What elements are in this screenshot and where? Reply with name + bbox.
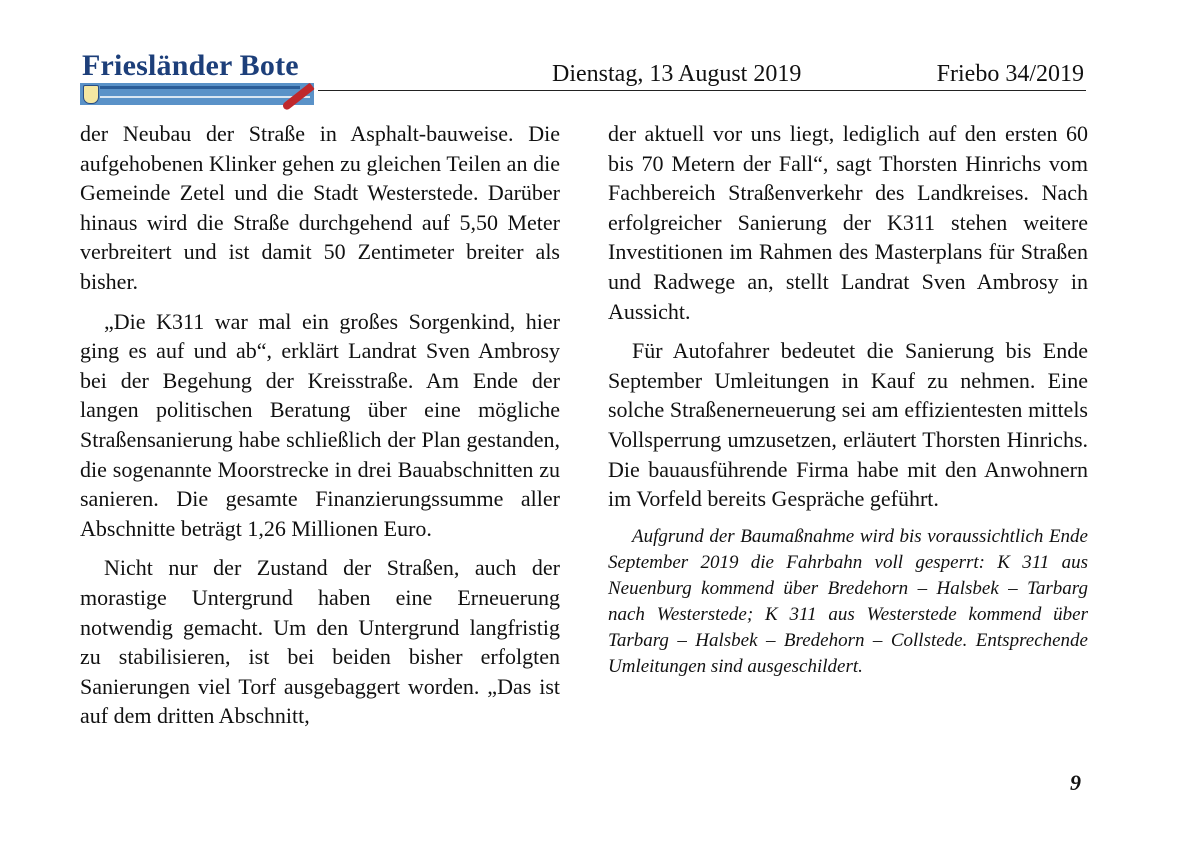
- paragraph: „Die K311 war mal ein großes Sorgenkind, hier ging es auf und ab“, erklärt Landrat Sven Ambrosy bei der Begehung der Kreisstraße. Am Ende der langen politischen Beratung über eine mögliche Straßensanierung habe schließlich der Plan gestanden, die sogenannte Moorstrecke in drei Bauabschnitten zu sanieren. Die gesamte Finanzierungssumme aller Abschnitte beträgt 1,26 Millionen Euro.: [80, 308, 560, 541]
- right-column: [608, 119, 1088, 690]
- paragraph: Nicht nur der Zustand der Straßen, auch der morastige Untergrund haben eine Erneuerung notwendig gemacht. Um den Untergrund langfristig zu stabilisieren, ist bei beiden bisher erfolgten Sanierungen viel Torf ausgebaggert worden. „Das ist auf dem dritten Abschnitt,: [80, 555, 560, 729]
- road-closure-note: Aufgrund der Baumaßnahme wird bis voraussichtlich Ende September 2019 die Fahrbahn voll gesperrt: K 311 aus Neuenburg kommend über Bredehorn – Halsbek – Tarbarg nach Westerstede; K 311 aus Westerstede kommend über Tarbarg – Halsbek – Bredehorn – Collstede. Entsprechende Umleitungen sind ausgeschildert.: [608, 525, 1088, 677]
- page-number: 9: [1070, 770, 1081, 795]
- logo-banner: [80, 83, 314, 105]
- newspaper-logo: [80, 50, 314, 106]
- left-column: [80, 119, 560, 741]
- logo-banner-stripe: [100, 86, 300, 89]
- logo-title: Friesländer Bote: [82, 49, 299, 82]
- paragraph: der Neubau der Straße in Asphalt-bauweise. Die aufgehobenen Klinker gehen zu gleichen Teilen an die Gemeinde Zetel und die Stadt Westerstede. Darüber hinaus wird die Straße durchgehend auf 5,50 Meter verbreitert und ist damit 50 Zentimeter breiter als bisher.: [80, 121, 560, 294]
- coat-of-arms-icon: [83, 85, 99, 104]
- paragraph: der aktuell vor uns liegt, lediglich auf den ersten 60 bis 70 Metern der Fall“, sagt Thorsten Hinrichs vom Fachbereich Straßenverkehr des Landkreises. Nach erfolgreicher Sanierung der K311 stehen weitere Investitionen im Rahmen des Masterplans für Straßen und Radwege an, stellt Landrat Sven Ambrosy in Aussicht.: [608, 121, 1088, 324]
- paragraph: Für Autofahrer bedeutet die Sanierung bis Ende September Umleitungen in Kauf zu nehmen. Eine solche Straßenerneuerung sei am effizientesten mittels Vollsperrung umzusetzen, erläutert Thorsten Hinrichs. Die bauausführende Firma habe mit den Anwohnern im Vorfeld bereits Gespräche geführt.: [608, 338, 1088, 512]
- header-rule: [318, 90, 1086, 91]
- header-date: Dienstag, 13 August 2019: [552, 61, 802, 87]
- header-issue: Friebo 34/2019: [936, 61, 1084, 87]
- logo-banner-stripe: [100, 96, 310, 98]
